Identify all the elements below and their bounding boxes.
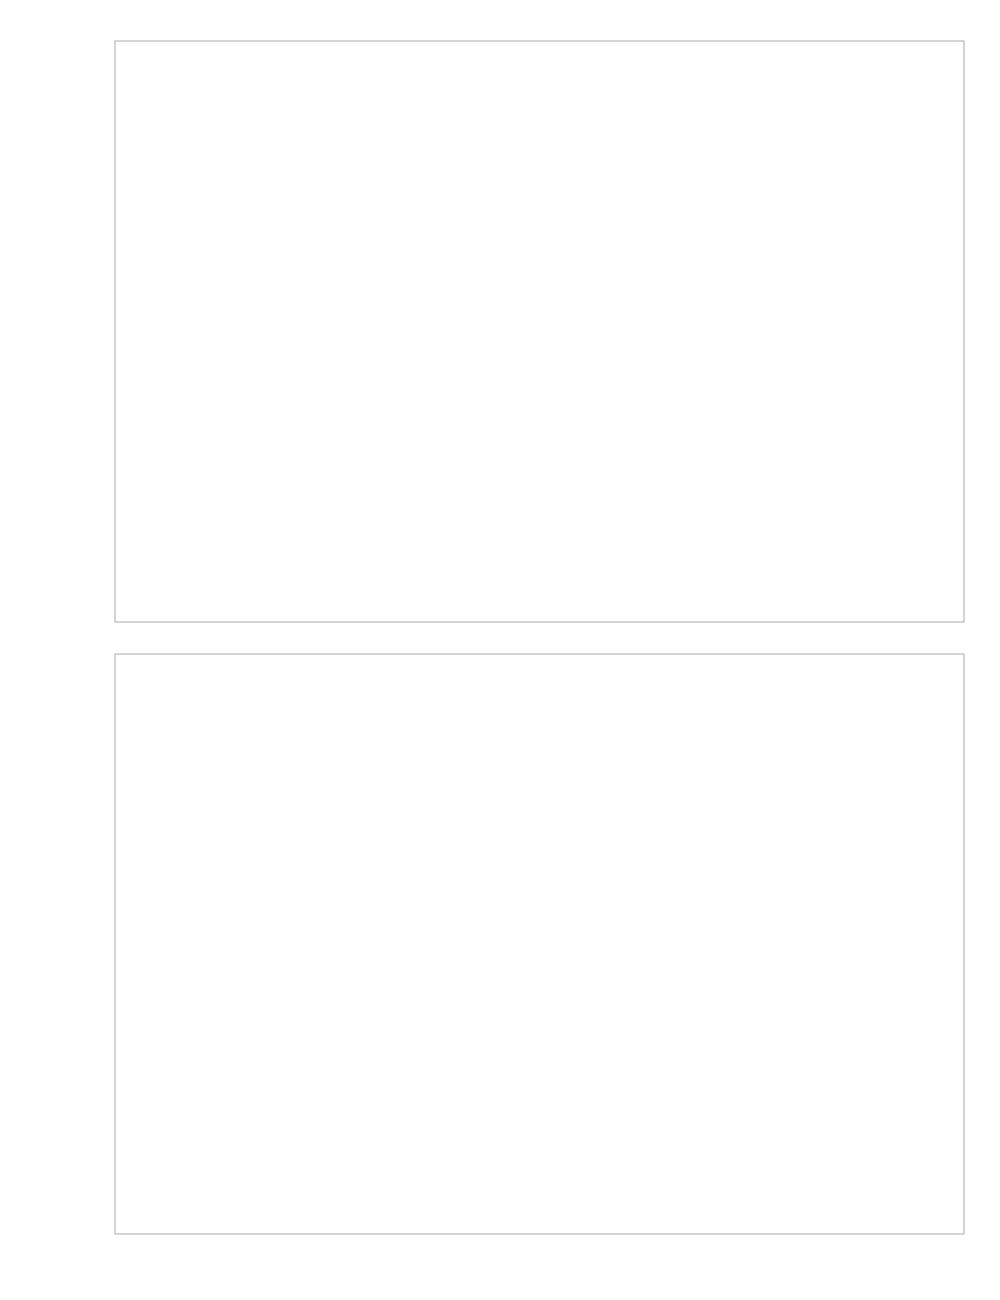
b-value-plot-background [115,654,964,1234]
moment-rate-plot-background [115,41,964,622]
b-value-panel [115,654,964,1234]
moment-rate-panel [115,41,964,622]
